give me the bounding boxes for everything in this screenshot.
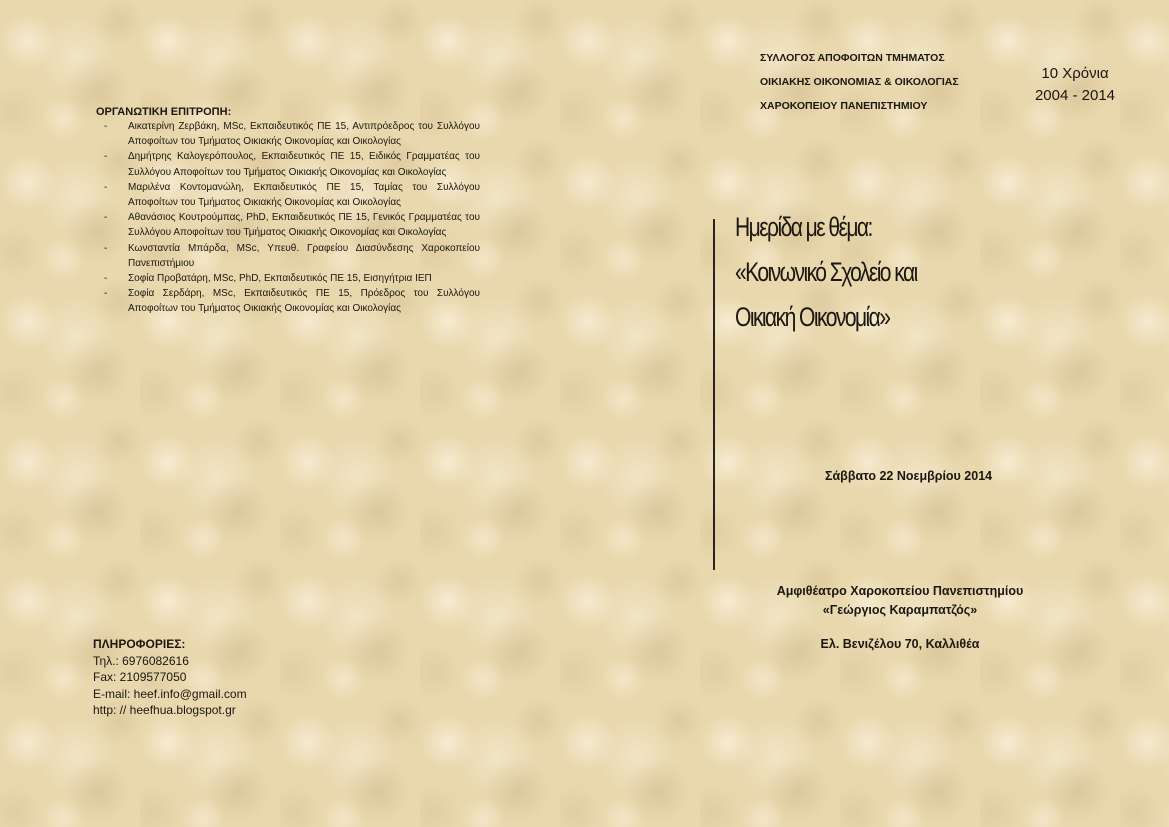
list-dash: -	[104, 212, 108, 224]
event-address: Ελ. Βενιζέλου 70, Καλλιθέα	[820, 637, 980, 651]
committee-member	[96, 286, 480, 316]
committee-member-text: Αθανάσιος Κουτρούμπας, PhD, Εκπαιδευτικός ΠΕ 15, Γενικός Γραμματέας του Συλλόγου Αποφοίτων του Τμήματος Οικιακής Οικονομίας και Οικολογίας	[128, 212, 480, 239]
committee-member-text: Αικατερίνη Ζερβάκη, MSc, Εκπαιδευτικός ΠΕ 15, Αντιπρόεδρος του Συλλόγου Αποφοίτων του Τμήματος Οικιακής Οικονομίας και Οικολογίας	[128, 121, 480, 148]
committee-member	[96, 271, 480, 286]
committee-member-text: Κωνσταντία Μπάρδα, MSc, Υπευθ. Γραφείου Διασύνδεσης Χαροκοπείου Πανεπιστήμιου	[128, 242, 480, 269]
info-title: ΠΛΗΡΟΦΟΡΙΕΣ:	[93, 637, 186, 651]
committee-member	[96, 149, 480, 179]
association-line-2: ΟΙΚΙΑΚΗΣ ΟΙΚΟΝΟΜΙΑΣ & ΟΙΚΟΛΟΓΙΑΣ	[760, 76, 959, 88]
association-name	[760, 46, 959, 118]
committee-member-text: Μαριλένα Κοντομανώλη, Εκπαιδευτικός ΠΕ 15, Ταμίας του Συλλόγου Αποφοίτων του Τμήματος Οικιακής Οικονομίας και Οικολογίας	[128, 181, 480, 209]
info-website: http: // heefhua.blogspot.gr	[93, 703, 236, 717]
left-page	[0, 0, 584, 827]
list-dash: -	[104, 121, 108, 132]
info-fax: Fax: 2109577050	[93, 670, 187, 684]
committee-title: ΟΡΓΑΝΩΤΙΚΗ ΕΠΙΤΡΟΠΗ:	[96, 106, 232, 118]
venue-line-1: Αμφιθέατρο Χαροκοπείου Πανεπιστημίου	[776, 584, 1024, 598]
committee-member	[96, 180, 480, 210]
event-date: Σάββατο 22 Νοεμβρίου 2014	[825, 469, 993, 483]
committee-member-text: Σοφία Προβατάρη, MSc, PhD, Εκπαιδευτικός ΠΕ 15, Εισηγήτρια ΙΕΠ	[128, 273, 432, 285]
list-dash: -	[104, 242, 108, 254]
anniversary-range: 2004 - 2014	[1034, 87, 1116, 104]
committee-member	[96, 210, 480, 240]
info-block	[93, 636, 393, 719]
committee-member-text: Δημήτρης Καλογερόπουλος, Εκπαιδευτικός ΠΕ 15, Ειδικός Γραμματέας του Συλλόγου Αποφοίτων του Τμήματος Οικιακής Οικονομίας και Οικολογίας	[128, 151, 480, 178]
info-phone: Τηλ.: 6976082616	[93, 653, 189, 668]
association-line-1: ΣΥΛΛΟΓΟΣ ΑΠΟΦΟΙΤΩΝ ΤΜΗΜΑΤΟΣ	[760, 52, 945, 64]
event-headline	[735, 205, 1063, 340]
right-page	[585, 0, 1169, 827]
event-venue	[735, 582, 1065, 620]
list-dash: -	[104, 273, 108, 285]
venue-line-2: «Γεώργιος Καραμπατζός»	[822, 603, 978, 617]
committee-member-text: Σοφία Σερδάρη, MSc, Εκπαιδευτικός ΠΕ 15, Πρόεδρος του Συλλόγου Αποφοίτων του Τμήματος Οικιακής Οικονομίας και Οικολογίας	[128, 288, 480, 315]
headline-line-2: «Κοινωνικό Σχολείο και	[735, 257, 917, 287]
anniversary-years: 10 Χρόνια	[1041, 65, 1109, 82]
list-dash: -	[104, 288, 108, 300]
info-email: E-mail: heef.info@gmail.com	[93, 686, 247, 701]
headline-line-3: Οικιακή Οικονομία»	[735, 302, 890, 332]
list-dash: -	[104, 181, 108, 193]
list-dash: -	[104, 151, 108, 163]
committee-list	[96, 119, 480, 317]
vertical-divider	[713, 219, 715, 570]
association-line-3: ΧΑΡΟΚΟΠΕΙΟΥ ΠΑΝΕΠΙΣΤΗΜΙΟΥ	[760, 100, 928, 112]
committee-member	[96, 241, 480, 271]
organizing-committee	[96, 106, 480, 317]
committee-member	[96, 119, 480, 149]
headline-line-1: Ημερίδα με θέμα:	[735, 212, 872, 242]
anniversary-badge	[1025, 63, 1125, 107]
